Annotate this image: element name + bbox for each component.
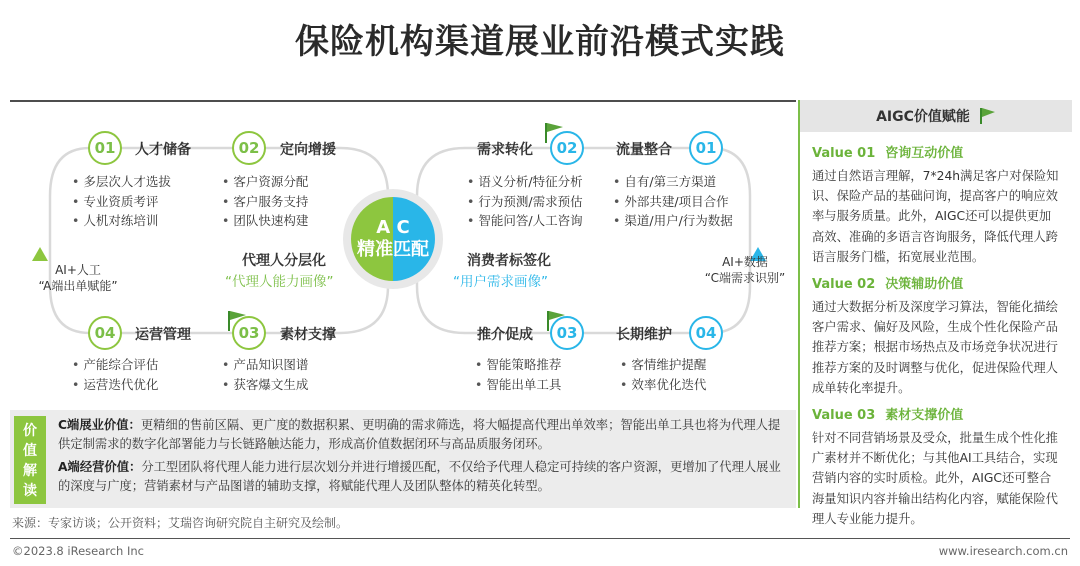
agent-module-03-name: 素材支撑 — [280, 327, 336, 343]
consumer-side-tag-text — [690, 254, 800, 286]
interpretation-text — [58, 416, 790, 500]
list-item: • 客户服务支持 — [222, 192, 308, 212]
consumer-module-03-badge: 03 — [550, 316, 584, 350]
list-item: • 外部共建/项目合作 — [613, 192, 733, 212]
consumer-module-01-badge: 01 — [689, 131, 723, 165]
agent-side-label: 代理人分层化 — [242, 253, 326, 269]
list-item: • 专业资质考评 — [72, 192, 171, 212]
consumer-module-02-name: 需求转化 — [477, 142, 533, 158]
interpretation-tag — [14, 416, 46, 504]
flag-icon — [978, 107, 996, 125]
agent-module-02-badge: 02 — [232, 131, 266, 165]
side-label-line: AI+数据 — [722, 255, 768, 269]
side-label-line: “C端需求识别” — [704, 271, 786, 285]
consumer-module-02-items — [467, 172, 583, 231]
tag-char: 价 — [23, 423, 37, 439]
value-02-text: 通过大数据分析及深度学习算法，智能化描绘客户需求、偏好及风险，生成个性化保险产品推荐方案；根据市场热点及市场竞争状况进行推荐方案的及时调整与优化，促进保险代理人成单转化率提升。 — [812, 300, 1058, 395]
side-label-line: AI+人工 — [55, 263, 101, 277]
consumer-module-01-name: 流量整合 — [616, 142, 672, 158]
list-item: • 团队快速构建 — [222, 211, 308, 231]
value-01-title — [812, 142, 1062, 161]
consumer-side-sub: “用户需求画像” — [453, 274, 548, 290]
footer-divider — [10, 538, 1070, 539]
value-number: Value 03 — [812, 408, 876, 424]
list-item: • 产品知识图谱 — [222, 355, 308, 375]
value-03-text: 针对不同营销场景及受众，批量生成个性化推广素材并不断优化；与其他AI工具结合，实现营销内容的实时质检。此外，AIGC还可整合海量知识内容并输出结构化内容，赋能保险代理人专业能力提升。 — [812, 431, 1058, 526]
agent-module-02-name: 定向增援 — [280, 142, 336, 158]
aigc-header-text: AIGC价值赋能 — [876, 109, 970, 125]
aigc-value-panel — [798, 100, 1072, 526]
list-item: • 行为预测/需求预估 — [467, 192, 583, 212]
page-title: 保险机构渠道展业前沿模式实践 — [295, 22, 785, 62]
tag-char: 解 — [23, 463, 37, 479]
consumer-module-04-badge: 04 — [689, 316, 723, 350]
value-number: Value 01 — [812, 146, 876, 161]
value-interpretation-box — [10, 410, 796, 508]
list-item: • 人机对练培训 — [72, 211, 171, 231]
value-02-title — [812, 273, 1062, 292]
tag-char: 读 — [23, 483, 37, 499]
aigc-panel-body — [800, 132, 1072, 529]
agent-module-04-name: 运营管理 — [135, 327, 191, 343]
value-number: Value 02 — [812, 277, 876, 293]
list-item: • 运营迭代优化 — [72, 375, 158, 395]
value-03-title — [812, 404, 1062, 423]
value-name: 决策辅助价值 — [885, 277, 964, 293]
list-item: • 获客爆文生成 — [222, 375, 308, 395]
list-item: • 客情维护提醒 — [620, 355, 706, 375]
center-bottom-text: 精准匹配 — [357, 239, 429, 260]
list-item: • 多层次人才选拔 — [72, 172, 171, 192]
list-item: • 效率优化迭代 — [620, 375, 706, 395]
left-arrow-triangle — [32, 247, 48, 261]
agent-module-04-badge: 04 — [88, 316, 122, 350]
consumer-side-label: 消费者标签化 — [467, 253, 551, 269]
consumer-module-02-badge: 02 — [550, 131, 584, 165]
consumer-module-04-name: 长期维护 — [616, 327, 672, 343]
interpretation-head: A端经营价值： — [58, 460, 142, 474]
agent-module-04-items — [72, 355, 158, 394]
agent-module-02-items — [222, 172, 308, 231]
list-item: • 客户资源分配 — [222, 172, 308, 192]
copyright: ©2023.8 iResearch Inc — [12, 544, 144, 558]
list-item: • 智能策略推荐 — [475, 355, 561, 375]
interpretation-body: 分工型团队将代理人能力进行层次划分并进行增援匹配，不仅给予代理人稳定可持续的客户资源，更增加了代理人展业的深度与广度；营销素材与产品图谱的辅助支撑，将赋能代理人及团队整体的精英化转型。 — [58, 460, 781, 493]
source-note: 来源：专家访谈；公开资料；艾瑞咨询研究院自主研究及绘制。 — [12, 516, 349, 530]
agent-side-tag — [18, 262, 138, 294]
interpretation-paragraph-a — [58, 458, 790, 496]
list-item: • 自有/第三方渠道 — [613, 172, 733, 192]
agent-module-01-name: 人才储备 — [135, 142, 191, 158]
list-item: • 智能问答/人工咨询 — [467, 211, 583, 231]
value-name: 咨询互动价值 — [885, 146, 964, 161]
consumer-module-03-name: 推介促成 — [477, 327, 533, 343]
agent-module-01-badge: 01 — [88, 131, 122, 165]
center-top-text: A C — [376, 217, 410, 238]
agent-module-03-badge: 03 — [232, 316, 266, 350]
agent-side-sub: “代理人能力画像” — [225, 274, 334, 290]
consumer-module-04-items — [620, 355, 706, 394]
list-item: • 智能出单工具 — [475, 375, 561, 395]
list-item: • 产能综合评估 — [72, 355, 158, 375]
value-01-text: 通过自然语言理解，7*24h满足客户对保险知识、保险产品的基础问询，提高客户的响应效率与服务质量。此外，AIGC还可以提供更加高效、准确的多语言咨询服务，降低代理人跨语言服务门槛，拓宽展业范围。 — [812, 169, 1059, 264]
consumer-side-tag — [690, 254, 800, 286]
agent-module-01-items — [72, 172, 171, 231]
tag-char: 值 — [23, 443, 37, 459]
side-label-line: “A端出单赋能” — [38, 279, 118, 293]
agent-side-tag-text — [18, 262, 138, 294]
center-circle-label — [347, 217, 439, 261]
consumer-module-03-items — [475, 355, 561, 394]
aigc-panel-header — [800, 100, 1072, 132]
consumer-module-01-items — [613, 172, 733, 231]
interpretation-head: C端展业价值： — [58, 418, 141, 432]
value-name: 素材支撑价值 — [885, 408, 964, 424]
interpretation-paragraph-c — [58, 416, 790, 454]
list-item: • 语义分析/特征分析 — [467, 172, 583, 192]
website-link[interactable]: www.iresearch.com.cn — [938, 544, 1068, 558]
agent-module-03-items — [222, 355, 308, 394]
interpretation-body: 更精细的售前区隔、更广度的数据积累、更明确的需求筛选，将大幅提高代理出单效率；智能出单工具也将为代理人提供定制需求的数字化部署能力与长链路触达能力，形成高价值数据闭环与高品质服务闭环。 — [58, 418, 781, 451]
list-item: • 渠道/用户/行为数据 — [613, 211, 733, 231]
